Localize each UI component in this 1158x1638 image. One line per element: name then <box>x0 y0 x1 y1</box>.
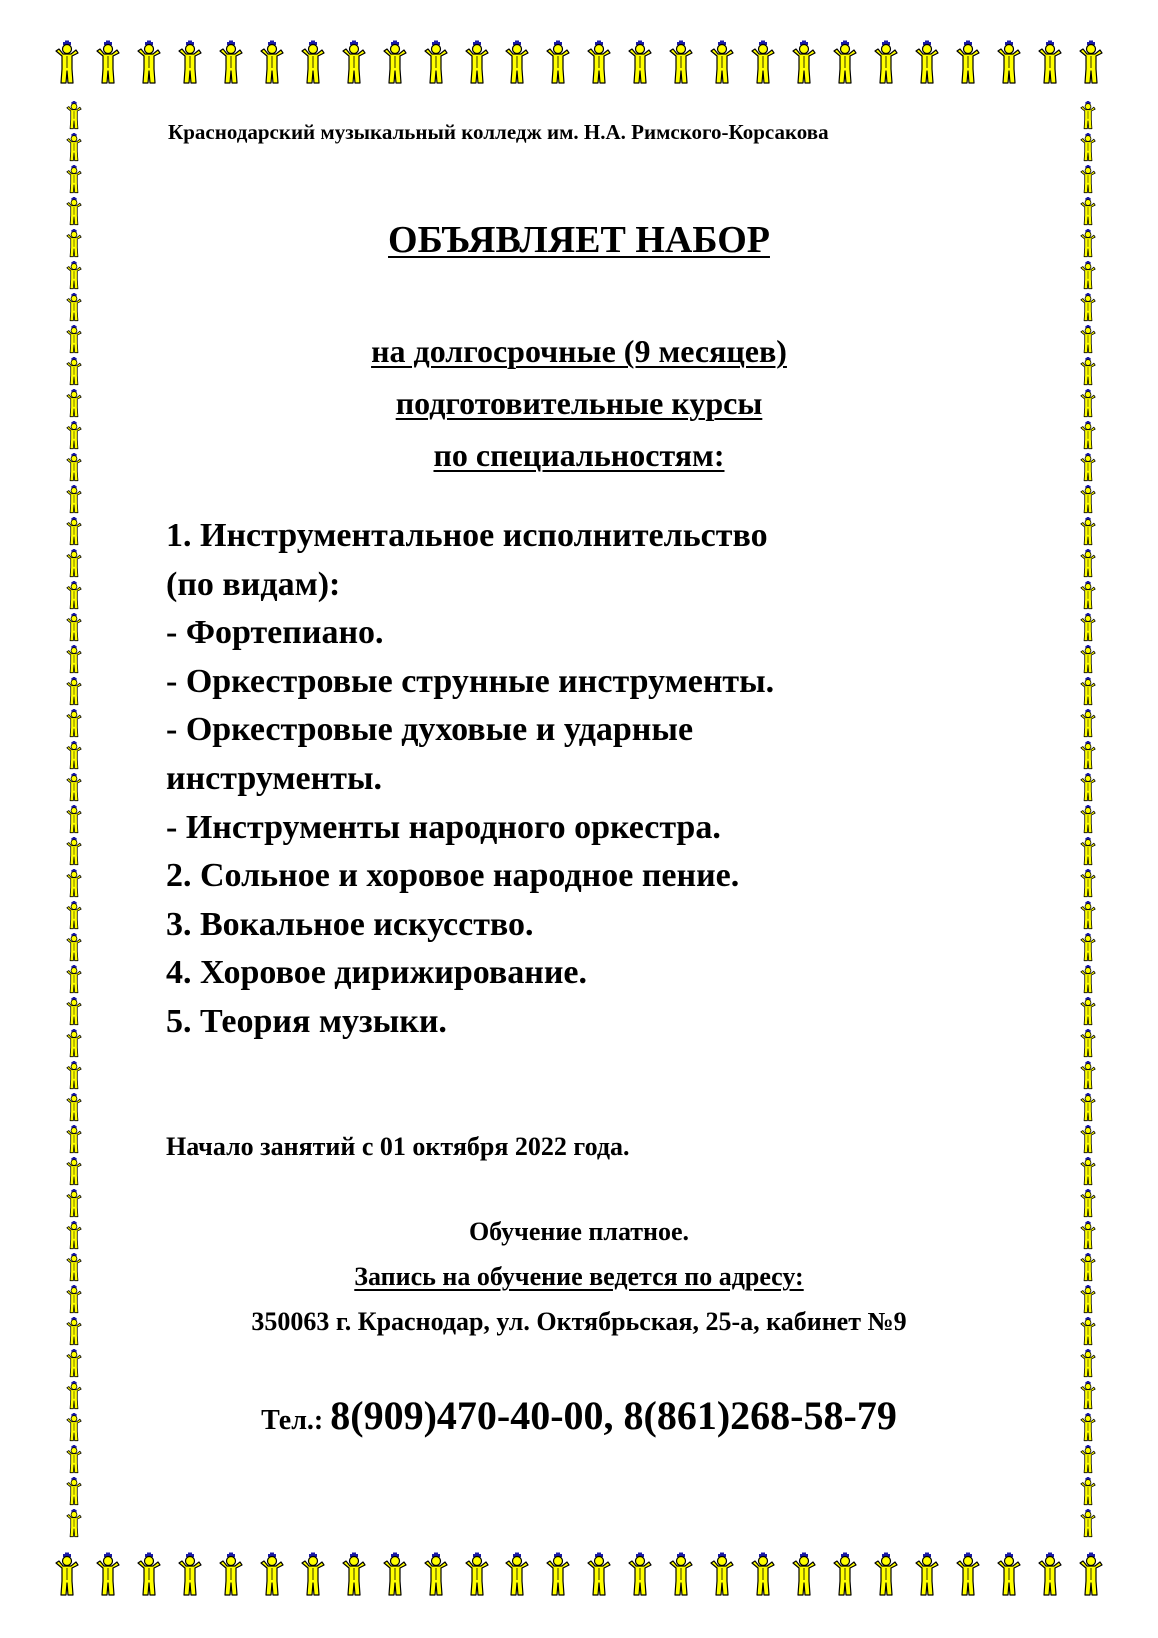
yellow-figure-icon <box>339 1551 369 1597</box>
yellow-figure-icon <box>1075 644 1101 674</box>
enrollment-note-text: Запись на обучение ведется по адресу: <box>354 1262 804 1291</box>
phone-line <box>0 1392 1158 1439</box>
yellow-figure-icon <box>789 1551 819 1597</box>
yellow-figure-icon <box>543 39 573 85</box>
yellow-figure-icon <box>61 1156 87 1186</box>
subheading-line-1-text: на долгосрочные (9 месяцев) <box>371 333 787 369</box>
yellow-figure-icon <box>61 100 87 130</box>
yellow-figure-icon <box>1075 580 1101 610</box>
yellow-figure-icon <box>1075 164 1101 194</box>
specialty-item: 3. Вокальное искусство. <box>166 905 534 943</box>
yellow-figure-icon <box>871 1551 901 1597</box>
yellow-figure-icon <box>61 964 87 994</box>
yellow-figure-icon <box>1075 1092 1101 1122</box>
yellow-figure-icon <box>1075 260 1101 290</box>
subheading-line-3-text: по специальностям: <box>433 437 725 473</box>
yellow-figure-icon <box>1075 1124 1101 1154</box>
specialty-item: 1. Инструментальное исполнительство <box>166 517 768 554</box>
subheading-line-1 <box>0 333 1158 370</box>
yellow-figure-icon <box>1075 868 1101 898</box>
yellow-figure-icon <box>1075 1348 1101 1378</box>
yellow-figure-icon <box>871 39 901 85</box>
yellow-figure-icon <box>61 708 87 738</box>
yellow-figure-icon <box>912 39 942 85</box>
yellow-figure-icon <box>994 1551 1024 1597</box>
yellow-figure-icon <box>666 1551 696 1597</box>
yellow-figure-icon <box>61 740 87 770</box>
yellow-figure-icon <box>1075 1060 1101 1090</box>
yellow-figure-icon <box>1075 1476 1101 1506</box>
yellow-figure-icon <box>61 612 87 642</box>
yellow-figure-icon <box>462 39 492 85</box>
decorative-border-bottom <box>52 1548 1106 1600</box>
specialty-item: - Фортепиано. <box>166 614 384 652</box>
yellow-figure-icon <box>61 1508 87 1538</box>
yellow-figure-icon <box>502 1551 532 1597</box>
yellow-figure-icon <box>584 39 614 85</box>
phone-label: Тел.: <box>261 1405 331 1436</box>
yellow-figure-icon <box>61 1476 87 1506</box>
yellow-figure-icon <box>1075 516 1101 546</box>
yellow-figure-icon <box>584 1551 614 1597</box>
yellow-figure-icon <box>1075 1156 1101 1186</box>
yellow-figure-icon <box>1075 612 1101 642</box>
yellow-figure-icon <box>61 548 87 578</box>
yellow-figure-icon <box>994 39 1024 85</box>
yellow-figure-icon <box>1075 1028 1101 1058</box>
yellow-figure-icon <box>61 772 87 802</box>
yellow-figure-icon <box>93 1551 123 1597</box>
yellow-figure-icon <box>380 39 410 85</box>
yellow-figure-icon <box>61 804 87 834</box>
yellow-figure-icon <box>61 676 87 706</box>
start-date: Начало занятий с 01 октября 2022 года. <box>166 1132 630 1161</box>
yellow-figure-icon <box>625 39 655 85</box>
yellow-figure-icon <box>1075 932 1101 962</box>
headline-text: ОБЪЯВЛЯЕТ НАБОР <box>388 219 770 261</box>
yellow-figure-icon <box>61 1060 87 1090</box>
specialty-item: 4. Хоровое дирижирование. <box>166 954 588 992</box>
yellow-figure-icon <box>61 516 87 546</box>
yellow-figure-icon <box>61 132 87 162</box>
yellow-figure-icon <box>421 1551 451 1597</box>
yellow-figure-icon <box>52 1551 82 1597</box>
yellow-figure-icon <box>298 1551 328 1597</box>
yellow-figure-icon <box>134 39 164 85</box>
specialty-item: - Оркестровые струнные инструменты. <box>166 662 775 700</box>
yellow-figure-icon <box>748 1551 778 1597</box>
yellow-figure-icon <box>61 1028 87 1058</box>
specialty-item: - Оркестровые духовые и ударные <box>166 711 694 749</box>
yellow-figure-icon <box>216 39 246 85</box>
yellow-figure-icon <box>707 39 737 85</box>
yellow-figure-icon <box>61 644 87 674</box>
yellow-figure-icon <box>543 1551 573 1597</box>
yellow-figure-icon <box>1075 548 1101 578</box>
yellow-figure-icon <box>1075 740 1101 770</box>
yellow-figure-icon <box>1075 996 1101 1026</box>
specialty-item: 2. Сольное и хоровое народное пение. <box>166 857 740 895</box>
yellow-figure-icon <box>61 1348 87 1378</box>
yellow-figure-icon <box>298 39 328 85</box>
yellow-figure-icon <box>61 164 87 194</box>
yellow-figure-icon <box>1075 836 1101 866</box>
subheading-line-2-text: подготовительные курсы <box>395 385 763 421</box>
yellow-figure-icon <box>61 1092 87 1122</box>
yellow-figure-icon <box>61 292 87 322</box>
yellow-figure-icon <box>625 1551 655 1597</box>
yellow-figure-icon <box>953 39 983 85</box>
yellow-figure-icon <box>953 1551 983 1597</box>
yellow-figure-icon <box>748 39 778 85</box>
yellow-figure-icon <box>1076 1551 1106 1597</box>
yellow-figure-icon <box>61 260 87 290</box>
yellow-figure-icon <box>93 39 123 85</box>
yellow-figure-icon <box>61 900 87 930</box>
yellow-figure-icon <box>1075 100 1101 130</box>
yellow-figure-icon <box>339 39 369 85</box>
subheading-line-3 <box>0 437 1158 474</box>
yellow-figure-icon <box>1075 1508 1101 1538</box>
yellow-figure-icon <box>1075 804 1101 834</box>
yellow-figure-icon <box>175 1551 205 1597</box>
yellow-figure-icon <box>830 1551 860 1597</box>
yellow-figure-icon <box>61 1188 87 1218</box>
yellow-figure-icon <box>1075 292 1101 322</box>
yellow-figure-icon <box>257 1551 287 1597</box>
address: 350063 г. Краснодар, ул. Октябрьская, 25-а, кабинет №9 <box>251 1307 907 1336</box>
yellow-figure-icon <box>216 1551 246 1597</box>
yellow-figure-icon <box>1076 39 1106 85</box>
paid-note: Обучение платное. <box>468 1217 690 1246</box>
enrollment-note <box>0 1262 1158 1292</box>
headline <box>0 218 1158 262</box>
yellow-figure-icon <box>1075 484 1101 514</box>
yellow-figure-icon <box>1075 1444 1101 1474</box>
yellow-figure-icon <box>421 39 451 85</box>
subheading-line-2 <box>0 385 1158 422</box>
specialty-item: 5. Теория музыки. <box>166 1002 447 1040</box>
specialties-list <box>166 512 774 1047</box>
specialty-item: (по видам): <box>166 565 341 603</box>
yellow-figure-icon <box>1075 900 1101 930</box>
decorative-border-top <box>52 36 1106 88</box>
yellow-figure-icon <box>1035 39 1065 85</box>
yellow-figure-icon <box>1035 1551 1065 1597</box>
yellow-figure-icon <box>380 1551 410 1597</box>
yellow-figure-icon <box>707 1551 737 1597</box>
phone-numbers: 8(909)470-40-00, 8(861)268-58-79 <box>330 1393 897 1438</box>
yellow-figure-icon <box>1075 676 1101 706</box>
yellow-figure-icon <box>1075 964 1101 994</box>
yellow-figure-icon <box>61 484 87 514</box>
yellow-figure-icon <box>666 39 696 85</box>
yellow-figure-icon <box>789 39 819 85</box>
specialty-item: - Инструменты народного оркестра. <box>166 808 721 846</box>
yellow-figure-icon <box>1075 772 1101 802</box>
yellow-figure-icon <box>462 1551 492 1597</box>
specialty-item: инструменты. <box>166 759 382 797</box>
yellow-figure-icon <box>830 39 860 85</box>
yellow-figure-icon <box>912 1551 942 1597</box>
yellow-figure-icon <box>1075 708 1101 738</box>
yellow-figure-icon <box>61 836 87 866</box>
yellow-figure-icon <box>61 1444 87 1474</box>
yellow-figure-icon <box>1075 132 1101 162</box>
yellow-figure-icon <box>61 996 87 1026</box>
yellow-figure-icon <box>61 932 87 962</box>
yellow-figure-icon <box>61 1124 87 1154</box>
yellow-figure-icon <box>175 39 205 85</box>
yellow-figure-icon <box>61 580 87 610</box>
yellow-figure-icon <box>52 39 82 85</box>
yellow-figure-icon <box>61 868 87 898</box>
yellow-figure-icon <box>257 39 287 85</box>
yellow-figure-icon <box>502 39 532 85</box>
yellow-figure-icon <box>1075 1188 1101 1218</box>
yellow-figure-icon <box>134 1551 164 1597</box>
college-name: Краснодарский музыкальный колледж им. Н.А. Римского-Корсакова <box>168 120 829 144</box>
